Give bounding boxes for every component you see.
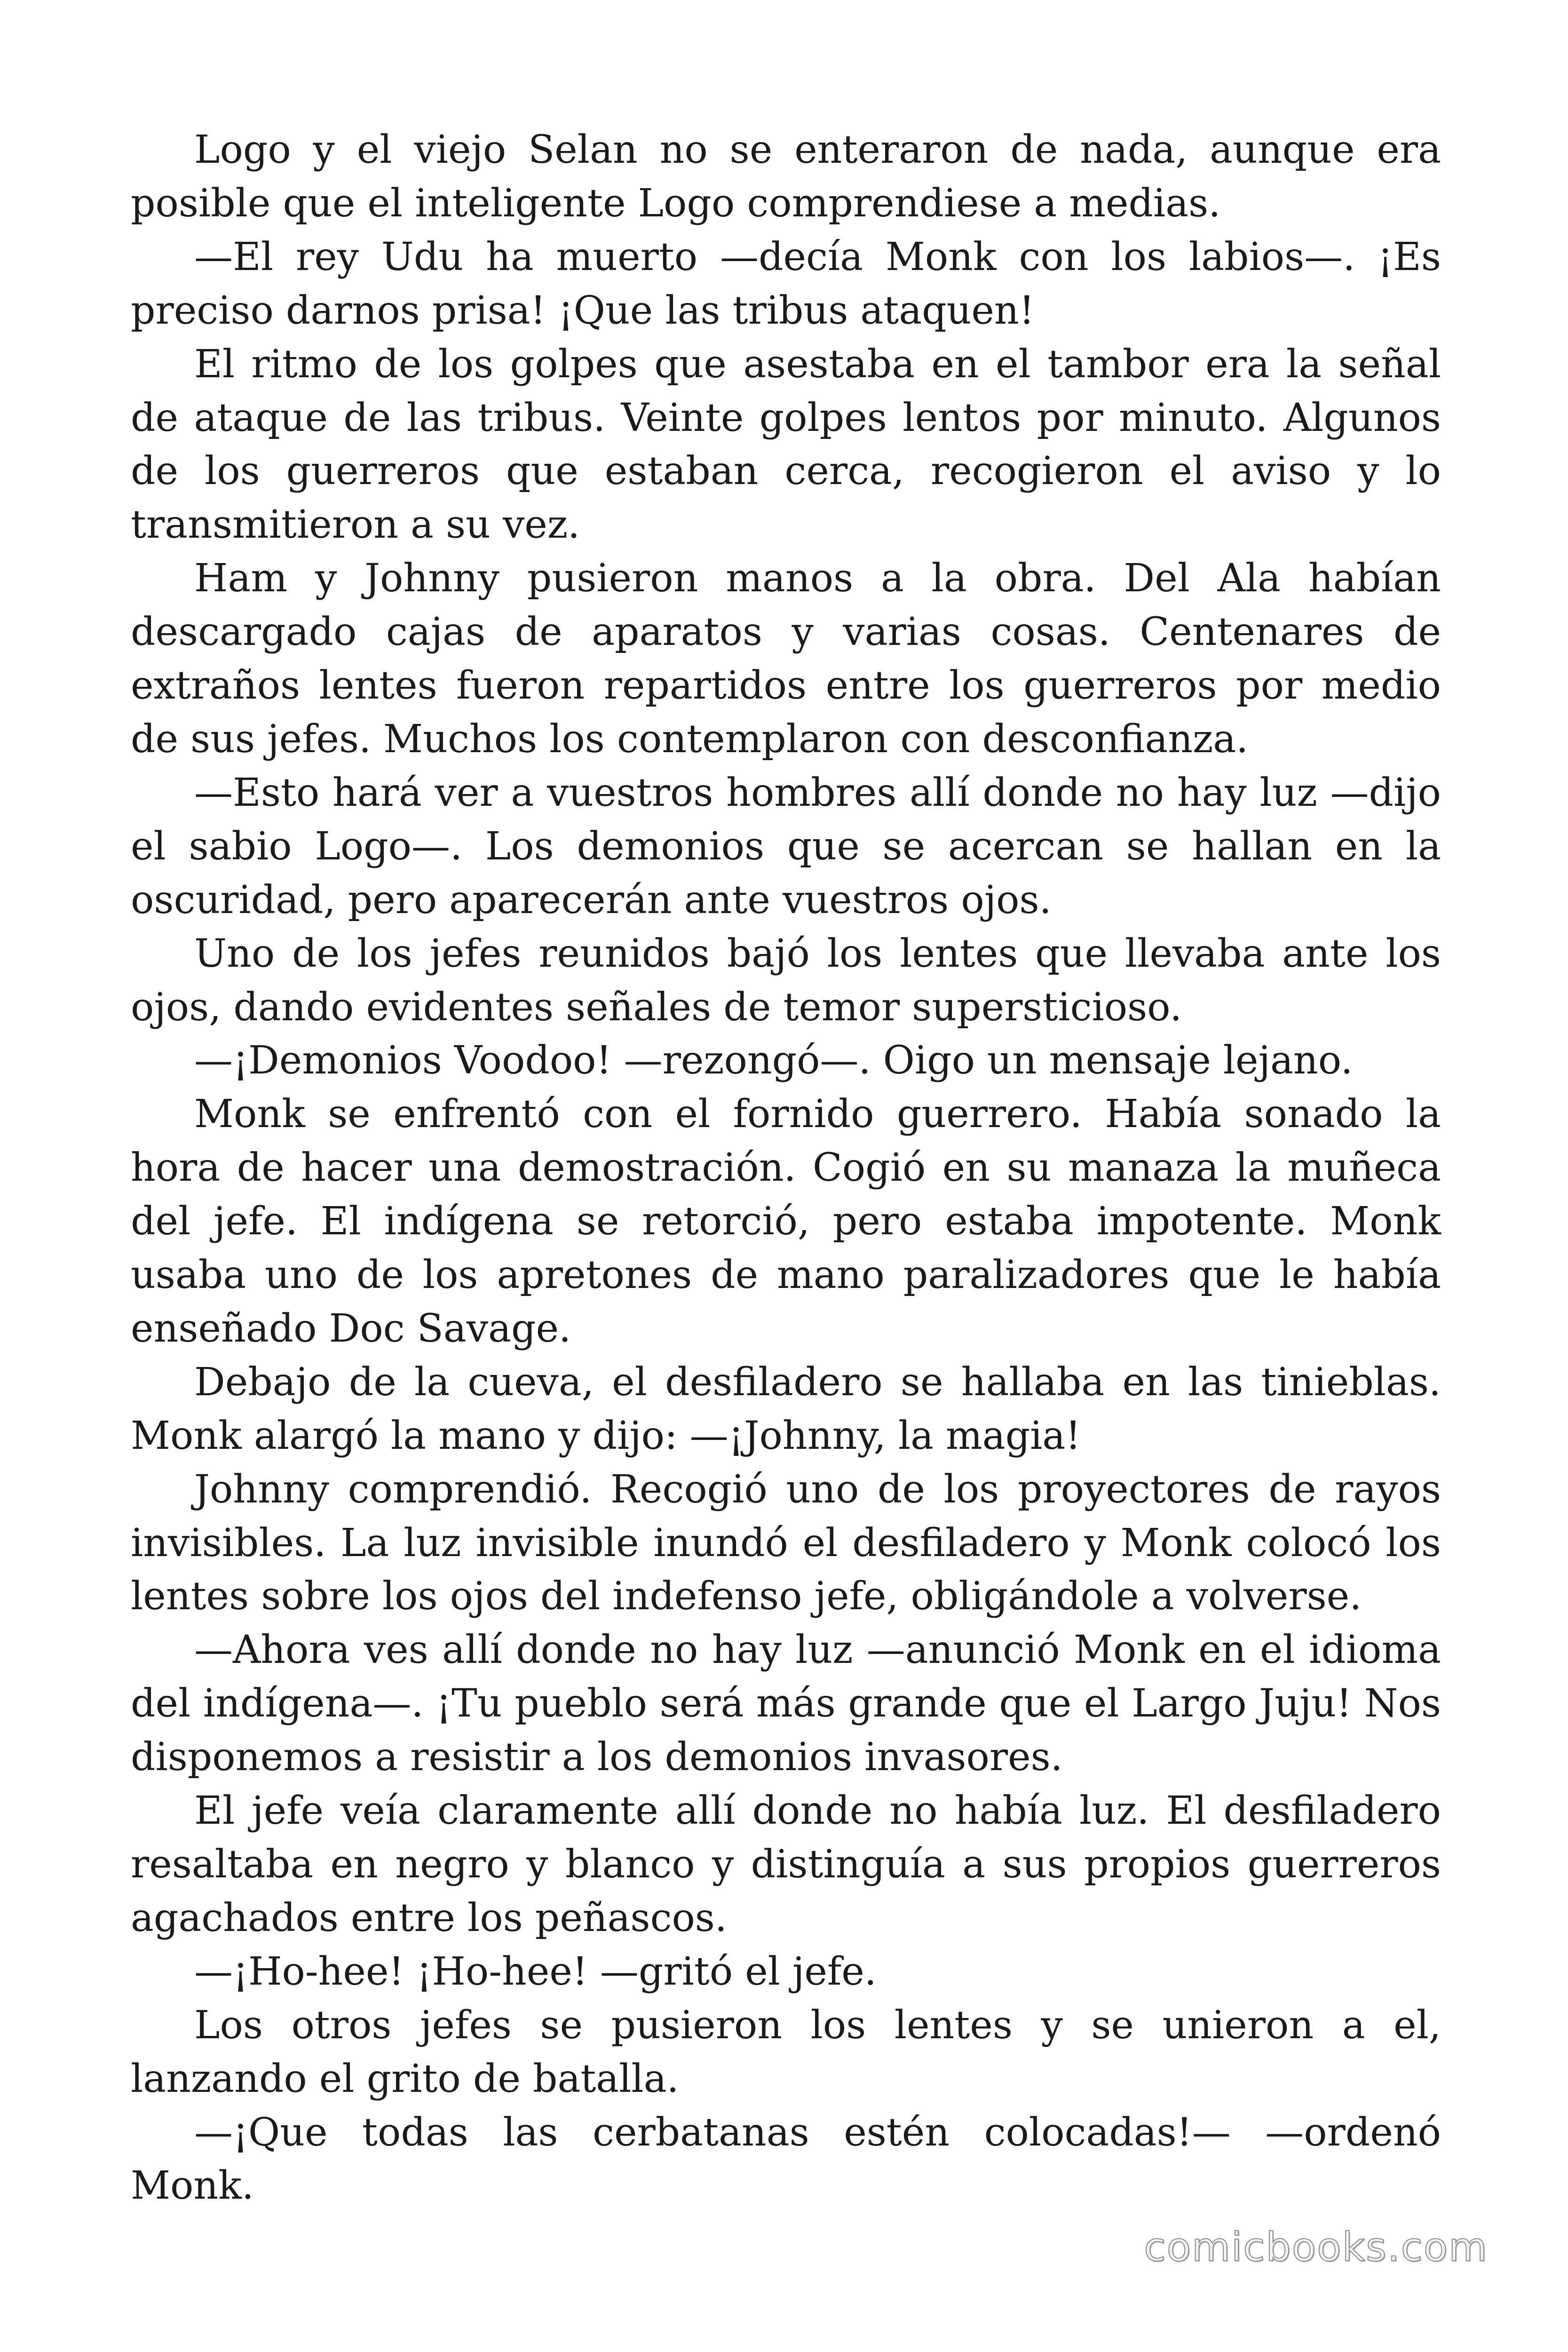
book-page-text (131, 123, 1441, 2213)
paragraph-3: El ritmo de los golpes que asestaba en el tambor era la señal de ataque de las tribus. Veinte golpes lentos por minuto. Algunos de los guerreros que estaban cerca, recogieron el aviso y lo transmitieron a su vez. (131, 342, 1441, 548)
paragraph-9: Debajo de la cueva, el desfiladero se hallaba en las tinieblas. Monk alargó la mano y dijo: —¡Johnny, la magia! (131, 1359, 1441, 1458)
paragraph-13: —¡Ho-hee! ¡Ho-hee! —gritó el jefe. (194, 1949, 877, 1994)
paragraph-10: Johnny comprendió. Recogió uno de los proyectores de rayos invisibles. La luz invisible inundó el desfiladero y Monk colocó los lentes sobre los ojos del indefenso jefe, obligándole a volverse. (131, 1467, 1441, 1619)
paragraph-1: Logo y el viejo Selan no se enteraron de nada, aunque era posible que el inteligente Logo comprendiese a medias. (131, 127, 1441, 226)
paragraph-11: —Ahora ves allí donde no hay luz —anunció Monk en el idioma del indígena—. ¡Tu pueblo será más grande que el Largo Juju! Nos disponemos a resistir a los demonios invasores. (131, 1628, 1441, 1780)
paragraph-15: —¡Que todas las cerbatanas estén colocadas!— —ordenó Monk. (131, 2110, 1441, 2209)
paragraph-12: El jefe veía claramente allí donde no había luz. El desfiladero resaltaba en negro y blanco y distinguía a sus propios guerreros agachados entre los peñascos. (131, 1788, 1441, 1940)
paragraph-8: Monk se enfrentó con el fornido guerrero. Había sonado la hora de hacer una demostración. Cogió en su manaza la muñeca del jefe. El indígena se retorció, pero estaba impotente. Monk usaba uno de los apretones de mano paralizadores que le había enseñado Doc Savage. (131, 1092, 1441, 1351)
paragraph-2: —El rey Udu ha muerto —decía Monk con los labios—. ¡Es preciso darnos prisa! ¡Que las tribus ataquen! (131, 234, 1441, 333)
paragraph-5: —Esto hará ver a vuestros hombres allí donde no hay luz —dijo el sabio Logo—. Los demonios que se acercan se hallan en la oscuridad, pero aparecerán ante vuestros ojos. (131, 770, 1441, 922)
paragraph-14: Los otros jefes se pusieron los lentes y se unieron a el, lanzando el grito de batalla. (131, 2002, 1441, 2101)
paragraph-7: —¡Demonios Voodoo! —rezongó—. Oigo un mensaje lejano. (194, 1038, 1353, 1083)
paragraph-6: Uno de los jefes reunidos bajó los lentes que llevaba ante los ojos, dando evidentes señales de temor supersticioso. (131, 931, 1441, 1030)
watermark-text: comicbooks.com (1144, 2224, 1488, 2270)
paragraph-4: Ham y Johnny pusieron manos a la obra. Del Ala habían descargado cajas de aparatos y varias cosas. Centenares de extraños lentes fueron repartidos entre los guerreros por medio de sus jefes. Muchos los contemplaron con desconfianza. (131, 556, 1441, 762)
